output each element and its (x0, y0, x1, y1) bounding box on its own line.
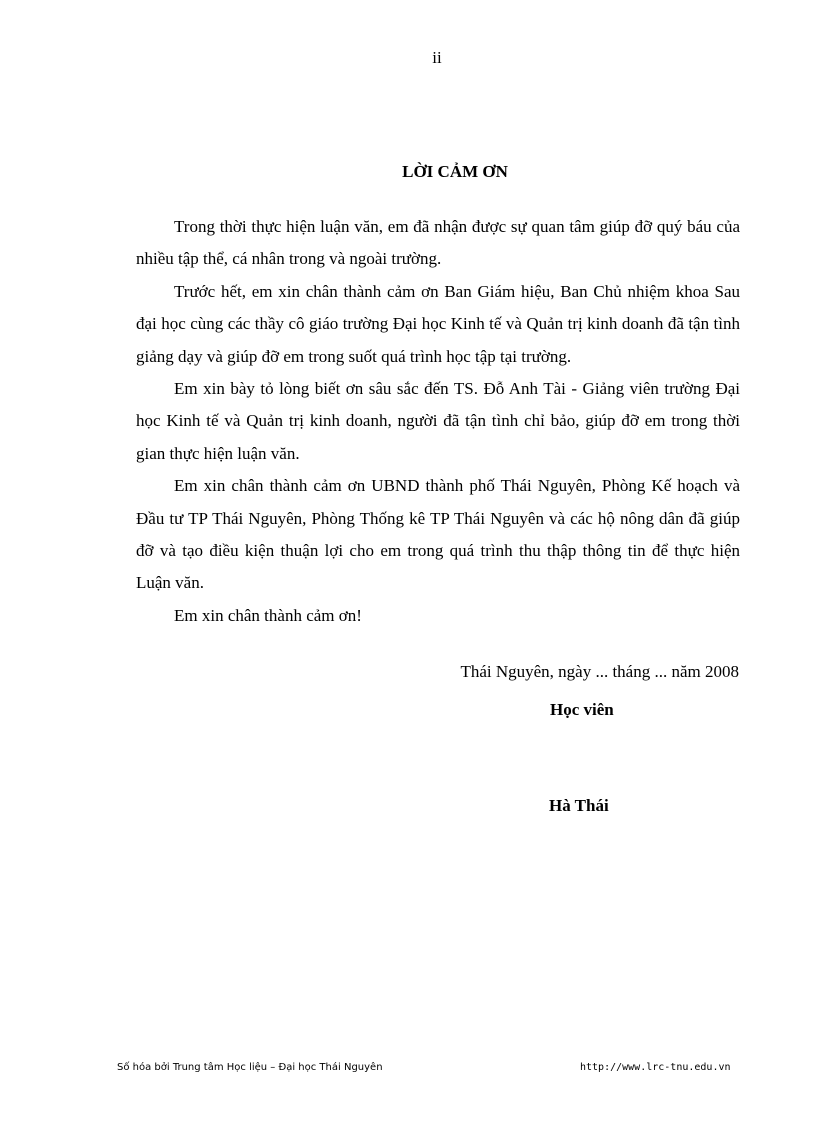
paragraph-5: Em xin chân thành cảm ơn! (174, 605, 362, 625)
page-number: ii (432, 48, 442, 67)
body-text (136, 211, 740, 632)
paragraph-3: Em xin bày tỏ lòng biết ơn sâu sắc đến TS. Đỗ Anh Tài - Giảng viên trường Đại học Kinh tế và Quản trị kinh doanh, người đã tận tình chỉ bảo, giúp đỡ em trong thời gian thực hiện luận văn. (136, 379, 740, 463)
date-line: Thái Nguyên, ngày ... tháng ... năm 2008 (460, 662, 739, 681)
paragraph-2: Trước hết, em xin chân thành cảm ơn Ban Giám hiệu, Ban Chủ nhiệm khoa Sau đại học cùng các thầy cô giáo trường Đại học Kinh tế và Quản trị kinh doanh đã tận tình giảng dạy và giúp đỡ em trong suốt quá trình học tập tại trường. (136, 281, 740, 366)
signer-role: Học viên (550, 700, 614, 719)
footer-url: http://www.lrc-tnu.edu.vn (580, 1062, 731, 1073)
paragraph-4: Em xin chân thành cảm ơn UBND thành phố Thái Nguyên, Phòng Kế hoạch và Đầu tư TP Thái Nguyên, Phòng Thống kê TP Thái Nguyên và các hộ nông dân đã giúp đỡ và tạo điều kiện thuận lợi cho em trong quá trình thu thập thông tin để thực hiện Luận văn. (136, 476, 740, 593)
footer-source: Số hóa bởi Trung tâm Học liệu – Đại học Thái Nguyên (117, 1062, 383, 1073)
signer-name: Hà Thái (549, 796, 609, 815)
paragraph-1: Trong thời thực hiện luận văn, em đã nhận được sự quan tâm giúp đỡ quý báu của nhiều tập thể, cá nhân trong và ngoài trường. (136, 217, 740, 269)
document-title: LỜI CẢM ƠN (402, 162, 508, 181)
